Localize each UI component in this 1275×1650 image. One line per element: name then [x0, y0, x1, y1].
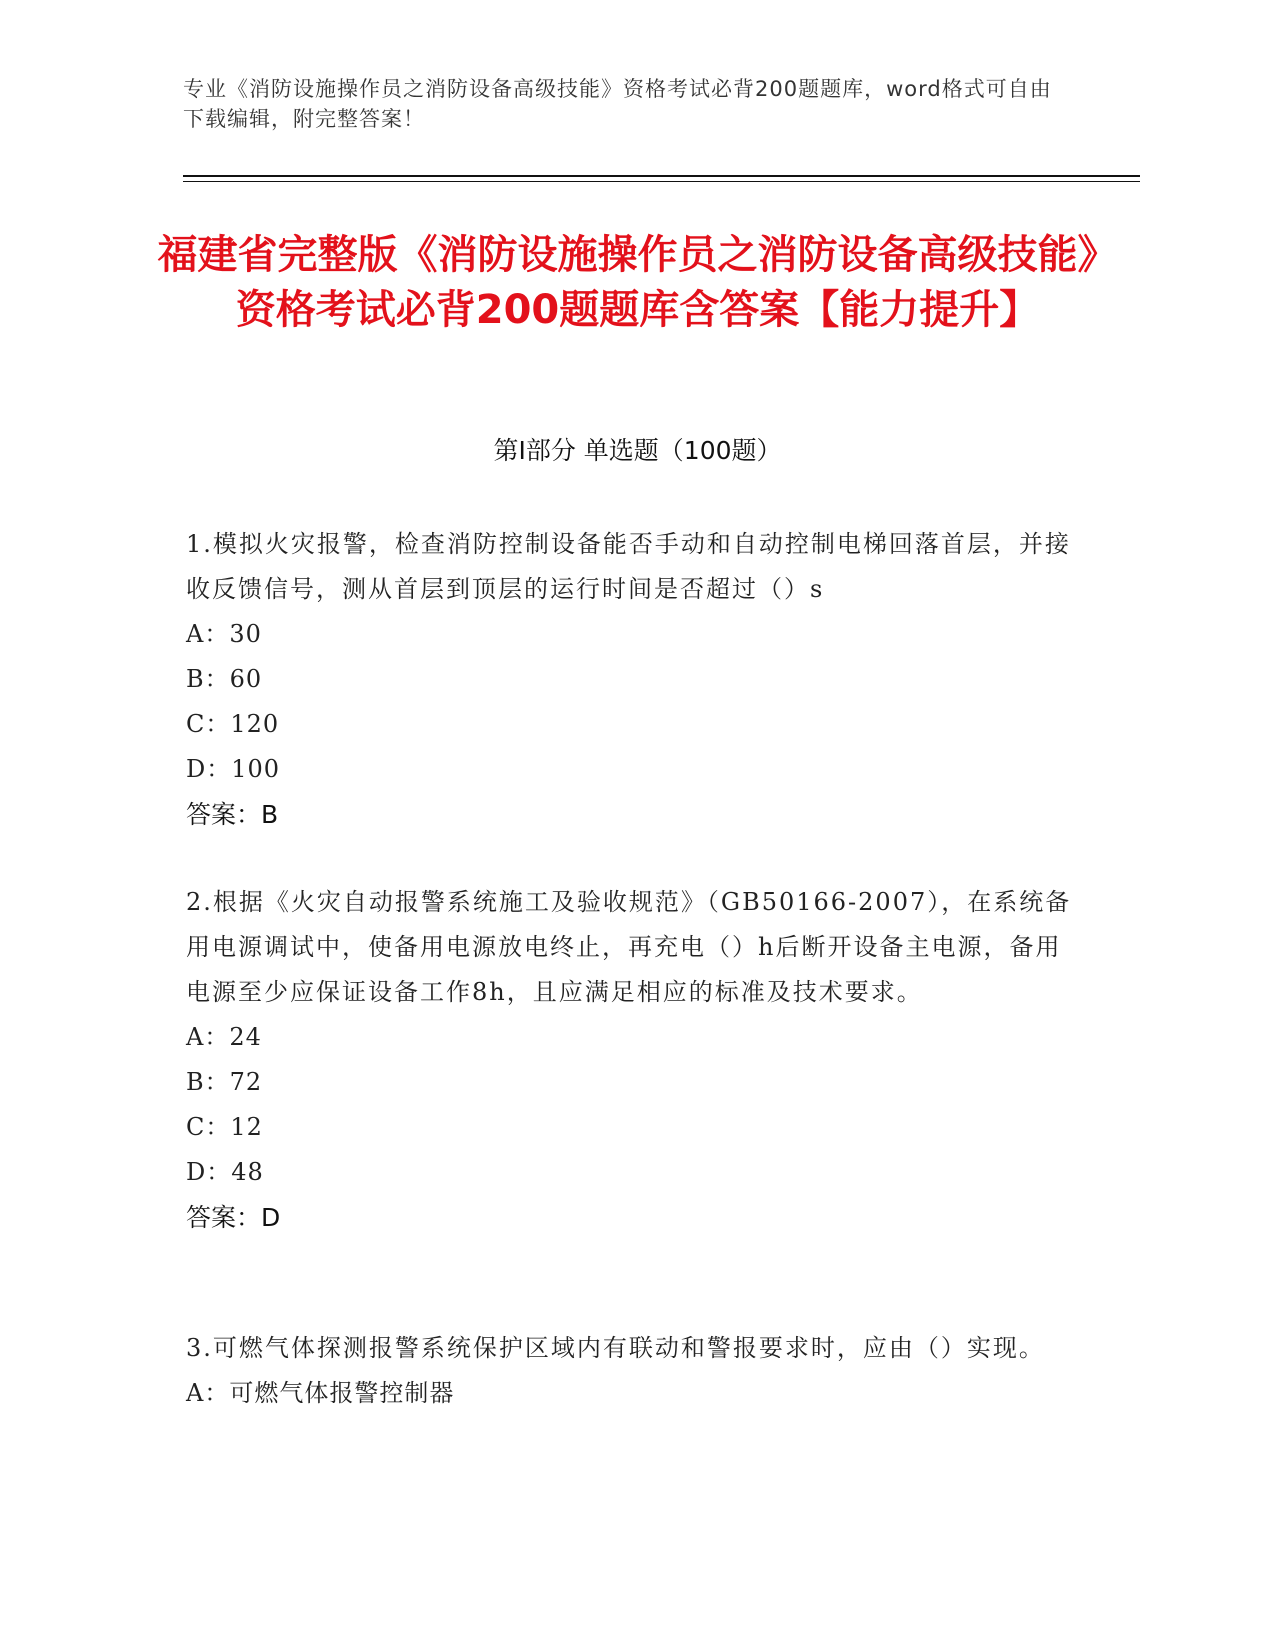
- answer: 答案：D: [186, 1203, 281, 1232]
- question-stem: 1.模拟火灾报警，检查消防控制设备能否手动和自动控制电梯回落首层，并接收反馈信号，测从首层到顶层的运行时间是否超过（）s: [186, 530, 1071, 603]
- option-d: D：100: [186, 755, 281, 783]
- question-3: [186, 1326, 1086, 1416]
- option-c: C：120: [186, 710, 280, 738]
- answer: 答案：B: [186, 800, 279, 829]
- option-b: B：72: [186, 1068, 263, 1096]
- option-c: C：12: [186, 1113, 263, 1141]
- question-stem: 2.根据《火灾自动报警系统施工及验收规范》（GB50166-2007），在系统备用电源调试中，使备用电源放电终止，再充电（）h后断开设备主电源，备用电源至少应保证设备工作8h，且应满足相应的标准及技术要求。: [186, 888, 1072, 1006]
- question-stem: 3.可燃气体探测报警系统保护区域内有联动和警报要求时，应由（）实现。: [186, 1334, 1045, 1362]
- section-heading: 第Ⅰ部分 单选题（100题）: [493, 436, 782, 465]
- option-a: A：可燃气体报警控制器: [186, 1379, 455, 1407]
- header-note: 专业《消防设施操作员之消防设备高级技能》资格考试必背200题题库，word格式可自由下载编辑，附完整答案！: [183, 77, 1052, 131]
- option-d: D：48: [186, 1158, 264, 1186]
- header-divider-thick: [183, 175, 1140, 177]
- header-divider-thin: [183, 181, 1140, 182]
- option-a: A：30: [186, 620, 262, 648]
- question-1: [186, 522, 1086, 837]
- document-title: 福建省完整版《消防设施操作员之消防设备高级技能》资格考试必背200题题库含答案【能力提升】: [157, 232, 1118, 333]
- option-a: A：24: [186, 1023, 262, 1051]
- question-2: [186, 880, 1086, 1240]
- option-b: B：60: [186, 665, 263, 693]
